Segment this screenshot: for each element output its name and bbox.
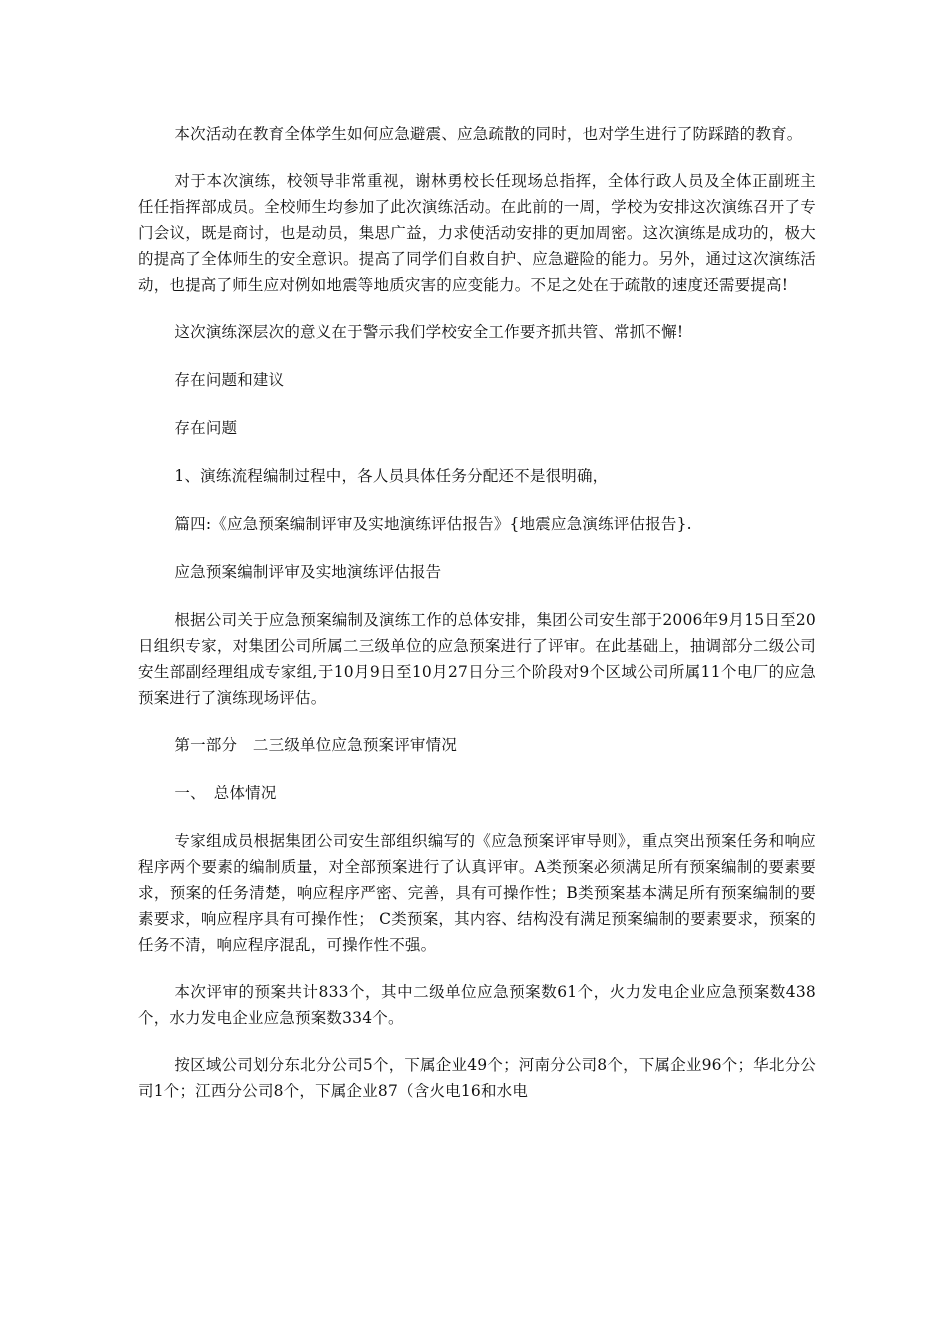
article-title-part-four: 篇四:《应急预案编制评审及实地演练评估报告》{地震应急演练评估报告}. <box>174 515 692 533</box>
section-heading-overall: 一、 总体情况 <box>174 784 277 802</box>
paragraph-report-intro: 根据公司关于应急预案编制及演练工作的总体安排，集团公司安生部于2006年9月15日至20日组织专家，对集团公司所属二三级单位的应急预案进行了评审。在此基础上，抽调部分二级公司安生部副经理组成专家组,于10月9日至10月27日分三个阶段对9个区域公司所属11个电厂的应急预案进行了演练现场评估。 <box>138 611 816 707</box>
paragraph-activity-summary: 本次活动在教育全体学生如何应急避震、应急疏散的同时，也对学生进行了防踩踏的教育。 <box>174 125 803 143</box>
paragraph-regional-breakdown: 按区域公司划分东北分公司5个，下属企业49个；河南分公司8个，下属企业96个；华北分公司1个；江西分公司8个，下属企业87（含火电16和水电 <box>138 1056 816 1100</box>
section-heading-issues-suggestions: 存在问题和建议 <box>174 371 285 389</box>
paragraph-drill-overview: 对于本次演练，校领导非常重视，谢林勇校长任现场总指挥，全体行政人员及全体正副班主任任指挥部成员。全校师生均参加了此次演练活动。在此前的一周，学校为安排这次演练召开了专门会议，既是商讨，也是动员，集思广益，力求使活动安排的更加周密。这次演练是成功的，极大的提高了全体师生的安全意识。提高了同学们自救自护、应急避险的能力。另外，通过这次演练活动，也提高了师生应对例如地震等地质灾害的应变能力。不足之处在于疏散的速度还需要提高! <box>138 172 816 294</box>
paragraph-significance: 这次演练深层次的意义在于警示我们学校安全工作要齐抓共管、常抓不懈! <box>174 323 684 341</box>
document-body <box>138 121 816 1125</box>
paragraph-plan-counts: 本次评审的预案共计833个，其中二级单位应急预案数61个，火力发电企业应急预案数438个，水力发电企业应急预案数334个。 <box>138 983 816 1027</box>
section-heading-issues: 存在问题 <box>174 419 238 437</box>
part-one-heading: 第一部分 二三级单位应急预案评审情况 <box>174 736 458 754</box>
list-item-issue-1: 1、演练流程编制过程中，各人员具体任务分配还不是很明确， <box>174 467 609 485</box>
report-title: 应急预案编制评审及实地演练评估报告 <box>174 563 442 581</box>
paragraph-review-criteria: 专家组成员根据集团公司安生部组织编写的《应急预案评审导则》，重点突出预案任务和响应程序两个要素的编制质量，对全部预案进行了认真评审。A类预案必须满足所有预案编制的要素要求，预案的任务清楚，响应程序严密、完善，具有可操作性；B类预案基本满足所有预案编制的要素要求，响应程序具有可操作性； C类预案，其内容、结构没有满足预案编制的要素要求，预案的任务不清，响应程序混乱，可操作性不强。 <box>138 832 816 954</box>
